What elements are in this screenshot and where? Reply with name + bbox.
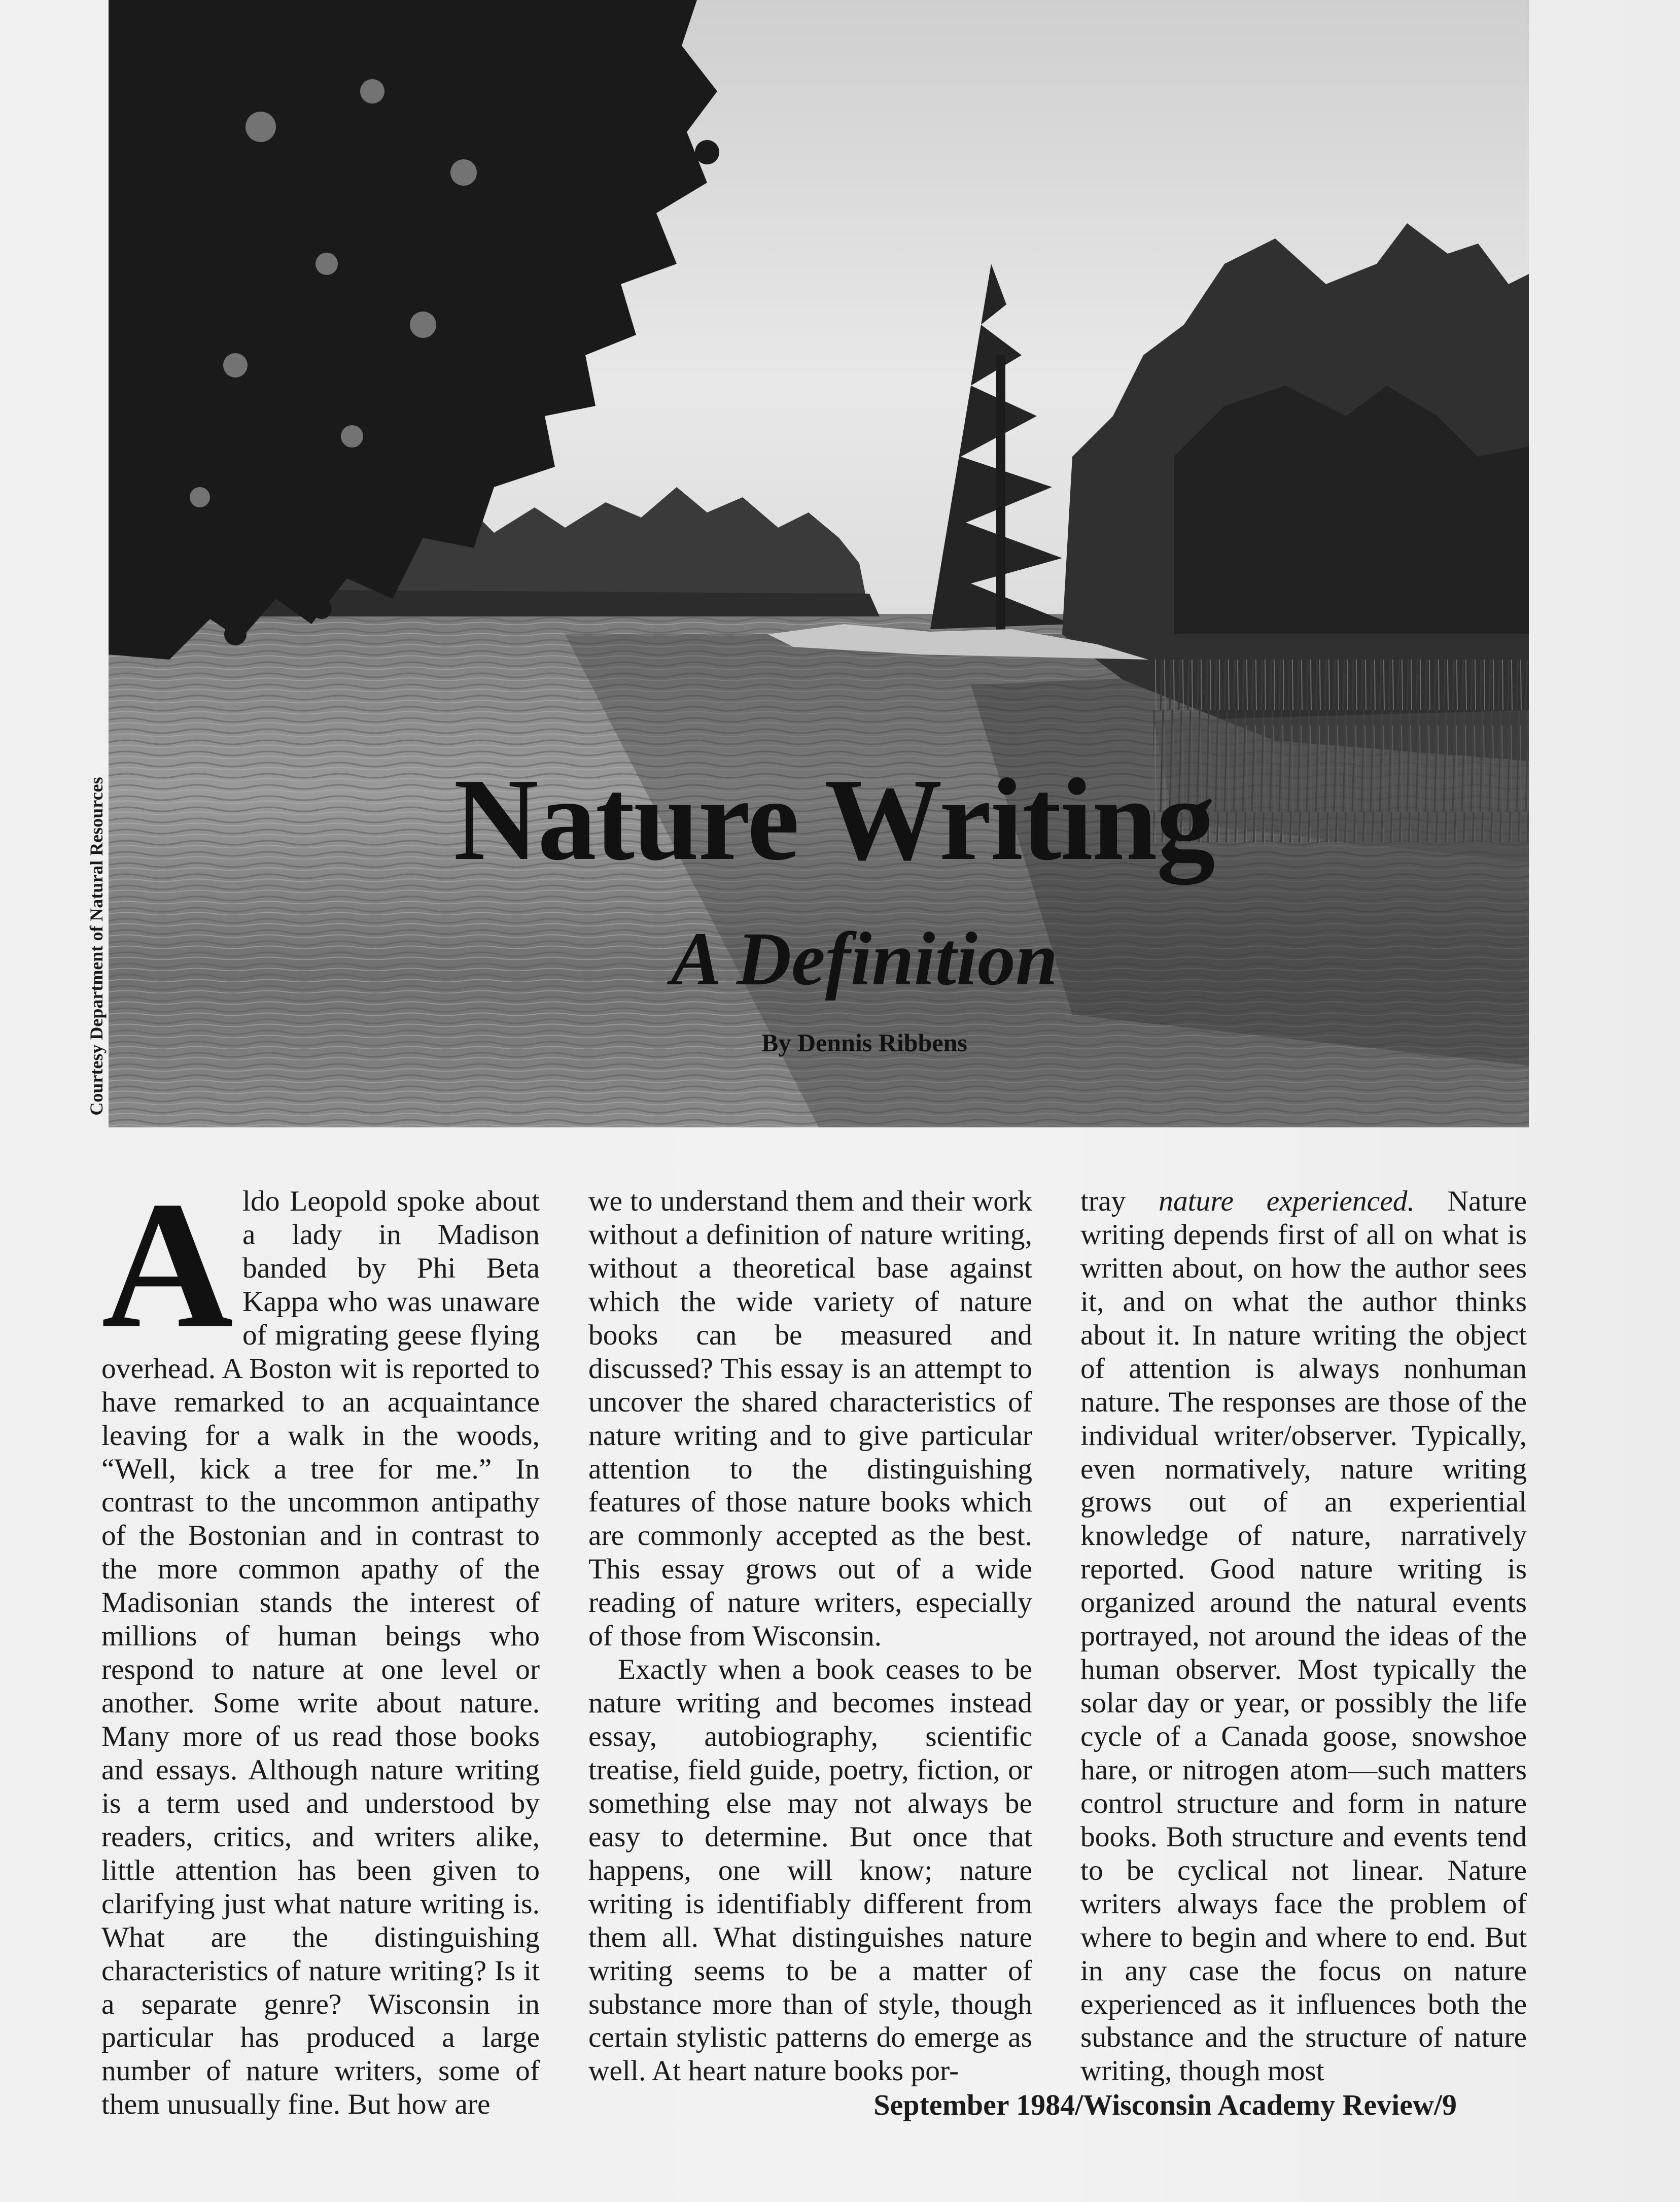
paragraph: Exactly when a book ceases to be nature writing and becomes instead essay, autobiography, scientific treatise, field guide, poetry, fiction, or something else may not always be easy to determine. But once that happens, one will know; nature writing is identifiably different from them all. What distinguishes nature writing seems to be a matter of substance more than of style, though certain stylistic patterns do emerge as well. At heart nature books por- <box>588 1654 1032 2087</box>
title-block <box>109 0 1529 1127</box>
paragraph-text: ldo Leopold spoke about a lady in Madison banded by Phi Beta Kappa who was unaware of migrating geese flying overhead. A Boston wit is reported to have remarked to an acquaintance leaving for a walk in the woods, “Well, kick a tree for me.” In contrast to the uncommon antipathy of the Bostonian and in contrast to the more common apathy of the Madisonian stands the interest of millions of human beings who respond to nature at one level or another. Some write about nature. Many more of us read those books and essays. Although nature writing is a term used and understood by readers, critics, and writers alike, little attention has been given to clarifying just what nature writing is. What are the distinguishing characteristics of nature writing? Is it a separate genre? Wisconsin in particular has produced a large number of nature writers, some of them unusually fine. But how are <box>101 1185 540 2121</box>
text-column-2 <box>588 1185 1032 2088</box>
paragraph: we to understand them and their work without a definition of nature writing, without a theoretical base against which the wide variety of nature books can be measured and discussed? This essay is an attempt to uncover the shared characteristics of nature writing and to give particular attention to the distinguishing features of those nature books which are commonly accepted as the best. This essay grows out of a wide reading of nature writers, especially of those from Wisconsin. <box>588 1185 1032 1653</box>
article-title: Nature Writing <box>453 754 1214 885</box>
paragraph <box>101 1163 540 2121</box>
paragraph <box>1080 1185 1527 2088</box>
text-column-1 <box>101 1163 540 2121</box>
paragraph-text: Nature writing depends first of all on what is written about, on how the author sees it, and on what the author thinks about it. In nature writing the object of attention is always nonhuman nature. The responses are those of the individual writer/observer. Typically, even normatively, nature writing grows out of an experiential knowledge of nature, narratively reported. Good nature writing is organized around the natural events portrayed, not around the ideas of the human observer. Most typically the solar day or year, or possibly the life cycle of a Canada goose, snowshoe hare, or nitrogen atom—such matters control structure and form in nature books. Both structure and events tend to be cyclical not linear. Nature writers always face the problem of where to begin and where to end. But in any case the focus on nature experienced as it influences both the substance and the structure of nature writing, though most <box>1080 1185 1527 2087</box>
paragraph-text: tray <box>1080 1185 1159 1217</box>
drop-cap: A <box>101 1163 233 1366</box>
emphasis-text: nature experienced. <box>1159 1185 1415 1217</box>
article-subtitle: A Definition <box>671 917 1058 1001</box>
page-footer: September 1984/Wisconsin Academy Review/9 <box>873 2088 1457 2121</box>
article-byline: By Dennis Ribbens <box>761 1028 967 1057</box>
text-column-3 <box>1080 1185 1527 2088</box>
photo-credit: Courtesy Department of Natural Resources <box>86 777 107 1116</box>
